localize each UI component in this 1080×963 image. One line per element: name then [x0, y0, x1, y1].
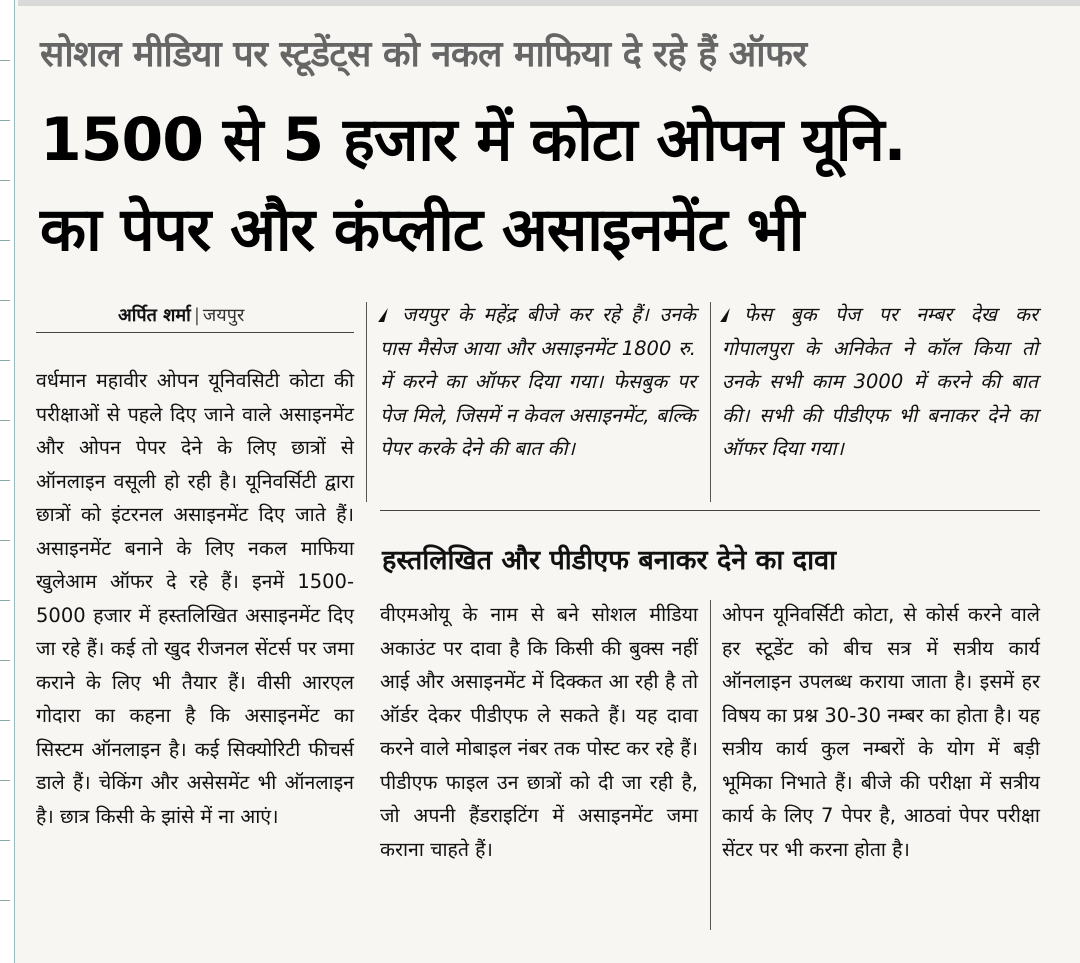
- byline-rule: [36, 332, 354, 333]
- kicker-headline: सोशल मीडिया पर स्टूडेंट्स को नकल माफिया दे रहे हैं ऑफर: [40, 34, 807, 75]
- page-margin: [0, 0, 15, 963]
- column-1-body: वर्धमान महावीर ओपन यूनिवसिटी कोटा की परीक्षाओं से पहले दिए जाने वाले असाइनमेंट और ओपन पेपर देने के लिए छात्रों से ऑनलाइन वसूली हो रही है। यूनिवर्सिटी द्वारा छात्रों को इंटरनल असाइनमेंट दिए जाते हैं। असाइनमेंट बनाने के लिए नकल माफिया खुलेआम ऑफर दे रहे हैं। इनमें 1500-5000 हजार में हस्तलिखित असाइनमेंट दिए जा रहे हैं। कई तो खुद रीजनल सेंटर्स पर जमा कराने के लिए भी तैयार हैं। वीसी आरएल गोदारा का कहना है कि असाइनमेंट का सिस्टम ऑनलाइन है। कई सिक्योरिटी फीचर्स डाले हैं। चेकिंग और असेसमेंट भी ऑनलाइन है। छात्र किसी के झांसे में ना आएं।: [36, 369, 354, 828]
- column-3-body: ओपन यूनिवर्सिटी कोटा, से कोर्स करने वाले हर स्टूडेंट को बीच सत्र में सत्रीय कार्य ऑनलाइन उपलब्ध कराया जाता है। इसमें हर विषय का प्रश्न 30-30 नम्बर का होता है। यह सत्रीय कार्य कुल नम्बरों के योग में बड़ी भूमिका निभाते हैं। बीजे की परीक्षा में सत्रीय कार्य के लिए 7 पेपर है, आठवां पेपर परीक्षा सेंटर पर भी करना होता है।: [722, 603, 1040, 861]
- divider: [710, 302, 711, 502]
- column-2-body: वीएमओयू के नाम से बने सोशल मीडिया अकाउंट पर दावा है कि किसी की बुक्स नहीं आई और असाइनमेंट में दिक्कत आ रही है तो ऑर्डर देकर पीडीएफ ले सकते हैं। यह दावा करने वाले मोबाइल नंबर तक पोस्ट कर रहे हैं। पीडीएफ फाइल उन छात्रों को दी जा रही है, जो अपनी हैंडराइटिंग में असाइनमेंट जमा कराना चाहते हैं।: [380, 603, 698, 861]
- divider: [366, 302, 367, 502]
- quote-1: [380, 298, 696, 466]
- headline-line-1: 1500 से 5 हजार में कोटा ओपन यूनि.: [40, 105, 906, 175]
- subheading: हस्तलिखित और पीडीएफ बनाकर देने का दावा: [382, 545, 837, 576]
- byline-city: जयपुर: [202, 305, 245, 326]
- quote-2: [722, 298, 1038, 466]
- section-rule: [380, 510, 1040, 511]
- byline-author: अर्पित शर्मा: [118, 305, 191, 326]
- headline-line-2: का पेपर और कंप्लीट असाइनमेंट भी: [40, 195, 804, 265]
- bullet-icon: [378, 308, 388, 322]
- quote-1-text: जयपुर के महेंद्र बीजे कर रहे हैं। उनके पास मैसेज आया और असाइनमेंट 1800 रु. में करने का ऑफर दिया गया। फेसबुक पर पेज मिले, जिसमें न केवल असाइनमेंट, बल्कि पेपर करके देने की बात की।: [380, 303, 696, 460]
- quote-2-text: फेस बुक पेज पर नम्बर देख कर गोपालपुरा के अनिकेत ने कॉल किया तो उनके सभी काम 3000 में करने की बात की। सभी की पीडीएफ भी बनाकर देने का ऑफर दिया गया।: [722, 303, 1038, 460]
- divider: [710, 600, 711, 930]
- byline: अर्पित शर्मा | जयपुर: [118, 305, 245, 326]
- top-edge: [18, 0, 1080, 6]
- bullet-icon: [720, 308, 730, 322]
